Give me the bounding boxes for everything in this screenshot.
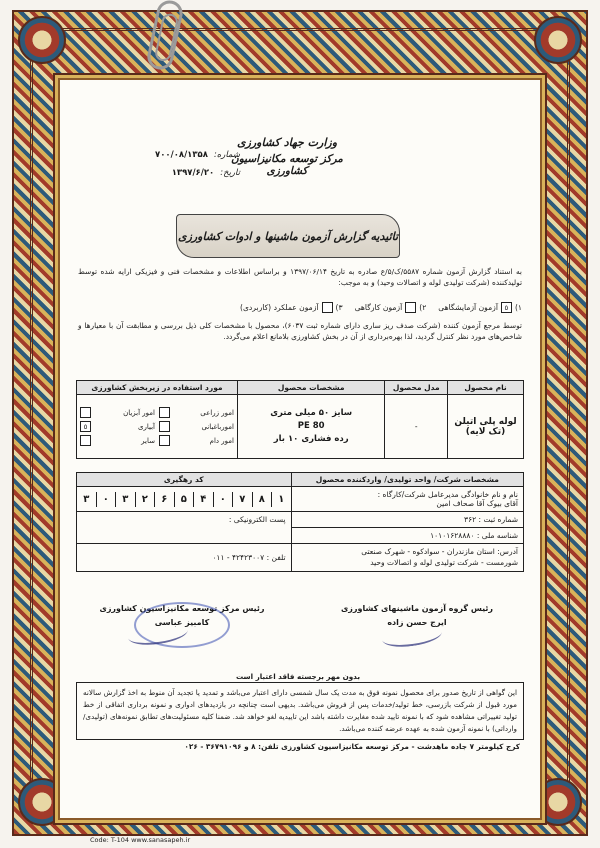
usage-item xyxy=(159,407,234,418)
registration-label: شماره ثبت : xyxy=(478,515,518,524)
test-type-workshop xyxy=(355,302,427,313)
phone-cell xyxy=(77,544,292,572)
date-row xyxy=(90,168,240,178)
spec-material: PE 80 xyxy=(297,421,325,432)
tracking-digit: ۰ xyxy=(96,492,116,507)
national-id-value: ۱۰۱۰۱۶۲۸۸۸۰ xyxy=(430,531,475,540)
product-layer: (تک لایه) xyxy=(465,426,506,437)
national-id-label: شناسه ملی : xyxy=(476,531,518,540)
test-type-lab xyxy=(438,302,522,313)
tracking-code-digits xyxy=(77,492,291,507)
tracking-digit: ۸ xyxy=(252,492,272,507)
validity-note: بدون مهر برجسته فاقد اعتبار است xyxy=(235,672,361,681)
test-types-row xyxy=(78,302,522,313)
usage-checkbox[interactable] xyxy=(80,407,91,418)
test-type-checkbox[interactable] xyxy=(405,302,416,313)
company-table xyxy=(76,472,524,572)
print-code: Code: T-104 www.sanasapeh.ir xyxy=(90,836,191,844)
body-paragraph: توسط مرجع آزمون کننده (شرکت صدف ریز ساری دارای شماره ثبت ۶۰۳۷)، محصول با مشخصات کلی ذیل بررسی و مطابقت آن با معیارها و شاخص‌های مورد نظر کنترل گردید، لذا بهره‌برداری از آن در بخش کشاورزی بلامانع اعلام می‌گردد. xyxy=(78,321,522,342)
usage-label: سایر xyxy=(141,436,155,445)
test-type-checkbox[interactable] xyxy=(322,302,333,313)
center-name: مرکز توسعه مکانیزاسیون کشاورزی xyxy=(231,153,343,177)
national-id-cell xyxy=(291,528,523,544)
validity-terms: این گواهی از تاریخ صدور برای محصول نمونه فوق به مدت یک سال شمسی دارای اعتبار می‌باشد و تمدید یا تجدید آن منوط به اخذ گزارش سالانه مورد قبول از شرکت بازرسی، خط تولید/خدمات پس از فروش می‌باشد. بدیهی است چنانچه در بازدیدهای ادواری و نمونه برداری اتفاقی از خط تولید تغییراتی مشاهده شود که با نمونه تایید شده مغایرت داشته باشد این تاییدیه لغو خواهد شد. ضمنا کلیه مسئولیت‌های تطابق نمونه‌های (تولیدی/ وارداتی) با نمونه آزمون شده به عهده عرضه کننده می‌باشد. xyxy=(76,682,524,740)
tracking-digit: ۱ xyxy=(271,492,291,507)
usage-checkbox[interactable] xyxy=(159,407,170,418)
phone-label: تلفن : xyxy=(266,553,286,562)
company-info-header: مشخصات شرکت/ واحد تولیدی/ واردکننده محصول xyxy=(291,473,523,487)
test-type-label: آزمون آزمایشگاهی xyxy=(438,303,498,312)
test-type-label: آزمون کارگاهی xyxy=(354,303,403,312)
intro-paragraph: به استناد گزارش آزمون شماره ۵۵۸۷/ک/۵/ع صادره به تاریخ ۱۳۹۷/۰۶/۱۴ و براساس اطلاعات و مشخصات فنی و فیزیکی ارایه شده توسط تولیدکننده (شرکت تولیدی لوله و اتصالات وحید) و به موجب: xyxy=(78,267,522,288)
test-type-label: آزمون عملکرد (کاربردی) xyxy=(240,303,319,312)
test-type-checkbox[interactable]: ٥ xyxy=(501,302,512,313)
address-value-line2: شورمست - شرکت تولیدی لوله و اتصالات وحید xyxy=(370,557,518,567)
usage-label: آبیاری xyxy=(137,422,155,431)
tracking-digit: ۶ xyxy=(154,492,174,507)
test-type-num: ۳) xyxy=(335,303,343,312)
corner-ornament-tl xyxy=(18,16,66,64)
test-type-num: ۱) xyxy=(514,303,522,312)
usage-grid xyxy=(77,404,237,449)
usage-checkbox[interactable] xyxy=(159,421,170,432)
title-banner: تائیدیه گزارش آزمون ماشینها و ادوات کشاورزی xyxy=(176,214,400,258)
phone-value: ۰۱۱ - ۴۲۴۲۳۰۰۷ xyxy=(212,553,265,562)
certificate-content xyxy=(58,78,542,820)
tracking-digit: ۷ xyxy=(232,492,252,507)
header-product-name: نام محصول xyxy=(448,381,524,395)
date-value: ۱۳۹۷/۶/۲۰ xyxy=(171,168,215,178)
product-spec-cell xyxy=(237,395,385,459)
tracking-digit: ۵ xyxy=(174,492,194,507)
document-meta xyxy=(90,150,240,186)
corner-ornament-tr xyxy=(534,16,582,64)
usage-label: امورباغبانی xyxy=(201,422,234,431)
ministry-name: وزارت جهاد کشاورزی xyxy=(236,136,338,149)
header-product-model: مدل محصول xyxy=(385,381,448,395)
address-value: استان مازندران - سوادکوه - شهرک صنعتی xyxy=(361,547,495,556)
address-label: آدرس: xyxy=(497,547,518,556)
tracking-digit: ۳ xyxy=(115,492,135,507)
usage-checkbox[interactable]: ٥ xyxy=(80,421,91,432)
date-label: تاریخ: xyxy=(220,168,240,178)
number-value: ۷۰۰/۰۸/۱۳۵۸ xyxy=(155,150,208,160)
owner-label: نام و نام خانوادگی مدیرعامل شرکت/کارگاه : xyxy=(377,490,518,499)
number-label: شماره: xyxy=(213,150,240,160)
center-head-name: کامبیز عباسی xyxy=(154,617,210,627)
center-head-title: رئیس مرکز توسعه مکانیزاسیون کشاورزی xyxy=(99,604,265,613)
usage-label: امور آبزیان xyxy=(123,408,155,417)
product-model: - xyxy=(385,395,448,459)
test-group-name: ایرج حسن زاده xyxy=(387,617,447,627)
email-label: پست الکترونیکی : xyxy=(228,515,286,524)
tracking-digit: ۲ xyxy=(135,492,155,507)
spec-size: سایز ۵۰ میلی متری xyxy=(270,408,353,419)
tracking-digit: ۴ xyxy=(193,492,213,507)
usage-item xyxy=(159,435,234,446)
owner-cell xyxy=(291,487,523,512)
address-cell xyxy=(291,544,523,572)
registration-value: ۳۶۲ xyxy=(464,515,477,524)
owner-value: آقای بیوک آقا صحاف امین xyxy=(436,499,518,508)
usage-item xyxy=(159,421,234,432)
test-type-num: ۲) xyxy=(419,303,427,312)
test-type-field xyxy=(240,302,343,313)
registration-cell xyxy=(291,512,523,528)
tracking-code-header: کد رهگیری xyxy=(77,473,292,487)
number-row xyxy=(90,150,240,160)
signatures-area xyxy=(78,598,522,668)
center-address: کرج کیلومتر ۷ جاده ماهدشت - مرکز توسعه مکانیزاسیون کشاورزی تلفن: ۸ و ۳۶۷۹۱۰۹۶ - ۰۲۶ xyxy=(184,742,520,751)
header-usage: مورد استفاده در زیربخش کشاورزی xyxy=(77,381,238,395)
tracking-digit: ۰ xyxy=(213,492,233,507)
tracking-code-cell xyxy=(77,487,292,512)
usage-label: امور زراعی xyxy=(200,408,234,417)
usage-item xyxy=(80,435,155,446)
test-group-title: رئیس گروه آزمون ماشینهای کشاورزی xyxy=(340,604,494,613)
email-cell xyxy=(77,512,292,544)
tracking-digit: ۳ xyxy=(83,493,90,505)
product-name-cell xyxy=(448,395,524,459)
usage-label: امور دام xyxy=(209,436,234,445)
header-product-spec: مشخصات محصول xyxy=(237,381,385,395)
usage-checkbox[interactable] xyxy=(80,435,91,446)
product-name: لوله پلی اتیلن xyxy=(454,416,517,427)
spec-pressure: رده فشاری ۱۰ بار xyxy=(273,433,349,444)
usage-checkbox[interactable] xyxy=(159,435,170,446)
usage-cell xyxy=(77,395,238,459)
usage-item xyxy=(80,407,155,418)
product-table xyxy=(76,380,524,459)
usage-item xyxy=(80,421,155,432)
